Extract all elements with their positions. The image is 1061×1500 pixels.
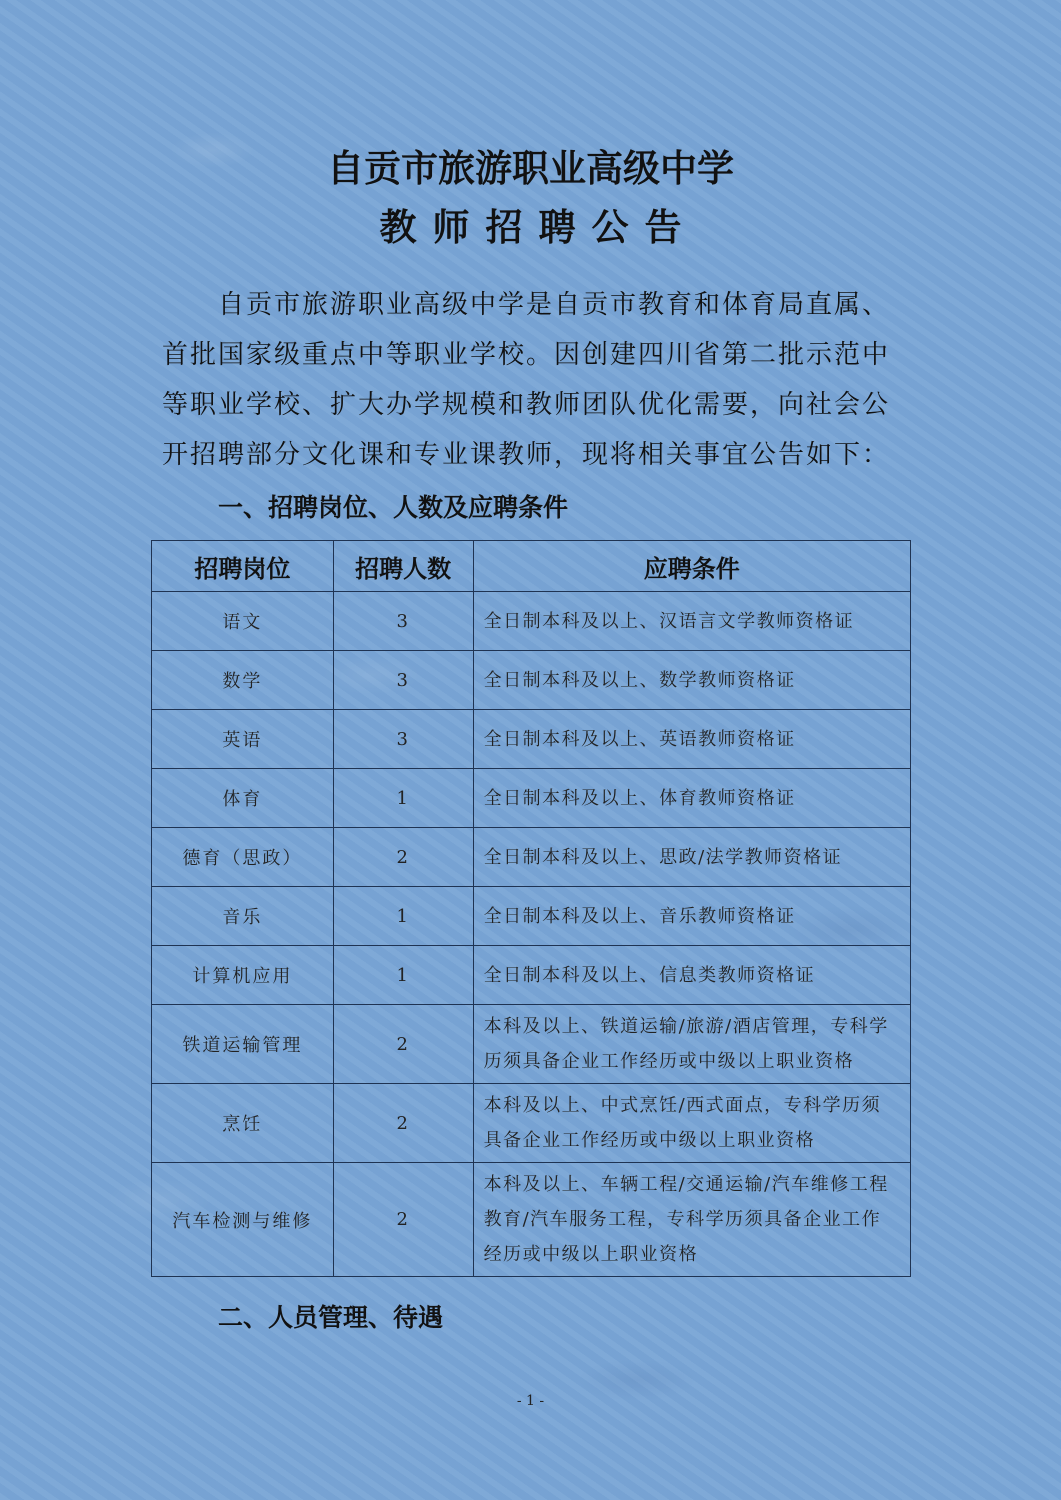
cell-position: 铁道运输管理 [152,1005,334,1084]
cell-count: 2 [333,1084,473,1163]
cell-position: 英语 [152,710,334,769]
cell-position: 语文 [152,592,334,651]
page-number: - 1 - [516,1393,545,1409]
cell-requirement: 全日制本科及以上、汉语言文学教师资格证 [473,592,910,651]
cell-requirement: 全日制本科及以上、音乐教师资格证 [473,887,910,946]
document-title: 自贡市旅游职业高级中学 [327,147,734,190]
table-row [152,1163,911,1277]
cell-position: 烹饪 [152,1084,334,1163]
cell-position: 汽车检测与维修 [152,1163,334,1277]
section-heading-management: 二、人员管理、待遇 [218,1303,444,1332]
cell-count: 3 [333,710,473,769]
cell-requirement: 本科及以上、车辆工程/交通运输/汽车维修工程教育/汽车服务工程，专科学历须具备企业工作经历或中级以上职业资格 [473,1163,910,1277]
table-row [152,1084,911,1163]
cell-requirement: 全日制本科及以上、体育教师资格证 [473,769,910,828]
table-row [152,828,911,887]
cell-position: 数学 [152,651,334,710]
cell-position: 音乐 [152,887,334,946]
recruitment-table [151,540,911,1277]
cell-requirement: 全日制本科及以上、信息类教师资格证 [473,946,910,1005]
table-header-row [152,541,911,592]
table-row [152,946,911,1005]
header-requirement: 应聘条件 [473,541,910,592]
cell-requirement: 全日制本科及以上、英语教师资格证 [473,710,910,769]
cell-count: 3 [333,651,473,710]
document-subtitle: 教师招聘公告 [379,206,698,249]
cell-count: 2 [333,1163,473,1277]
cell-requirement: 本科及以上、中式烹饪/西式面点，专科学历须具备企业工作经历或中级以上职业资格 [473,1084,910,1163]
cell-count: 1 [333,946,473,1005]
cell-requirement: 本科及以上、铁道运输/旅游/酒店管理，专科学历须具备企业工作经历或中级以上职业资格 [473,1005,910,1084]
table-row [152,710,911,769]
table-row [152,1005,911,1084]
cell-position: 德育（思政） [152,828,334,887]
cell-requirement: 全日制本科及以上、数学教师资格证 [473,651,910,710]
cell-count: 2 [333,1005,473,1084]
cell-position: 计算机应用 [152,946,334,1005]
cell-count: 3 [333,592,473,651]
cell-requirement: 全日制本科及以上、思政/法学教师资格证 [473,828,910,887]
cell-count: 2 [333,828,473,887]
table-row [152,592,911,651]
table-row [152,887,911,946]
cell-count: 1 [333,887,473,946]
cell-position: 体育 [152,769,334,828]
intro-paragraph: 自贡市旅游职业高级中学是自贡市教育和体育局直属、首批国家级重点中等职业学校。因创建四川省第二批示范中等职业学校、扩大办学规模和教师团队优化需要，向社会公开招聘部分文化课和专业课教师，现将相关事宜公告如下： [162,290,891,470]
header-count: 招聘人数 [333,541,473,592]
cell-count: 1 [333,769,473,828]
header-position: 招聘岗位 [152,541,334,592]
table-row [152,651,911,710]
table-row [152,769,911,828]
section-heading-positions: 一、招聘岗位、人数及应聘条件 [218,493,569,522]
